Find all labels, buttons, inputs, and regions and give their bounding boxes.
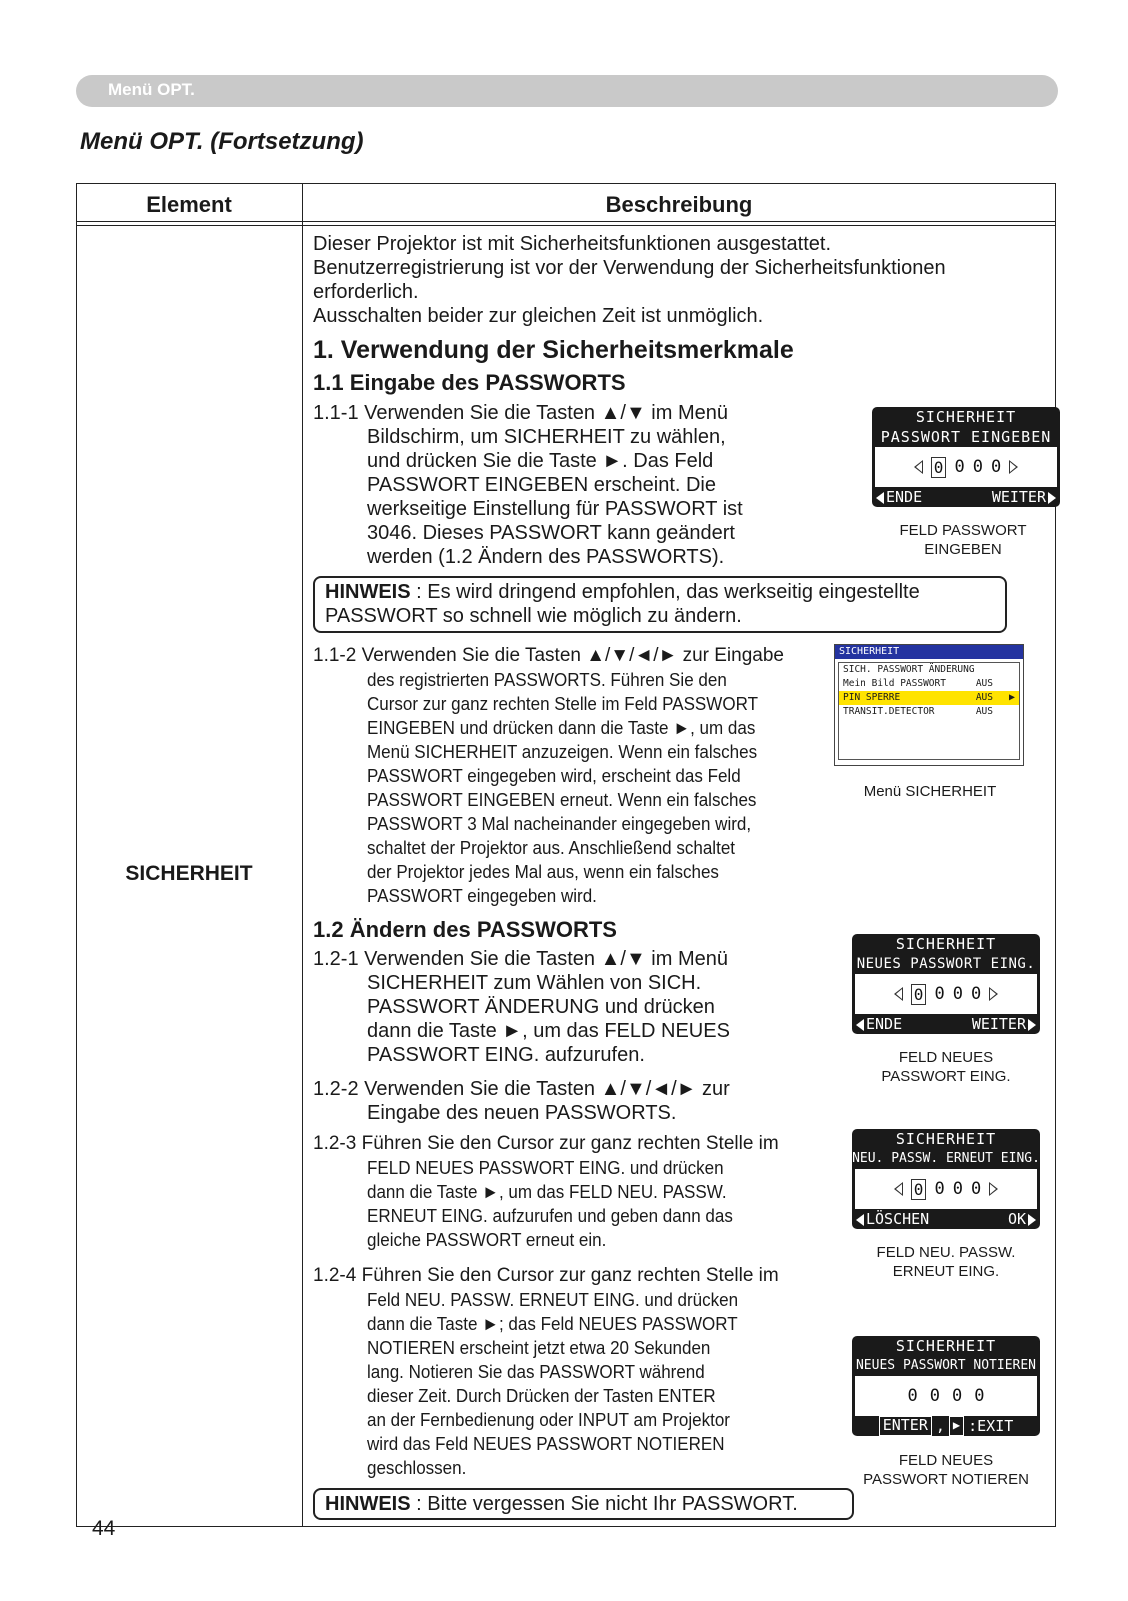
osd-subtitle: NEUES PASSWORT EING. xyxy=(856,956,1036,972)
column-header-description: Beschreibung xyxy=(605,192,753,217)
step-line: dann die Taste ►, um das FELD NEU. PASSW. xyxy=(367,1181,727,1202)
osd-digit: 0 xyxy=(954,457,965,477)
osd-title: SICHERHEIT xyxy=(895,1337,997,1355)
step-line: PASSWORT ÄNDERUNG und drücken xyxy=(367,996,715,1018)
element-name: SICHERHEIT xyxy=(125,862,253,885)
step-line: gleiche PASSWORT erneut ein. xyxy=(367,1229,607,1250)
intro-paragraph xyxy=(313,232,946,328)
osd-digit: 0 xyxy=(970,1179,982,1199)
step-1-2-4 xyxy=(313,1264,779,1288)
heading-security-features: 1. Verwendung der Sicherheitsmerkmale xyxy=(313,336,794,364)
osd-right-action: OK xyxy=(1008,1209,1036,1229)
step-1-2-2 xyxy=(313,1077,730,1125)
osd-digit: 0 xyxy=(907,1386,918,1406)
menu-item: Mein Bild PASSWORT AUS xyxy=(843,678,993,689)
osd-note-password: SICHERHEIT NEUES PASSWORT NOTIEREN 0 0 0 0 ENTER , ▶ :EXIT xyxy=(852,1336,1040,1436)
osd-digit: 0 xyxy=(952,1179,963,1199)
step-line: 1.2-4 Führen Sie den Cursor zur ganz rechten Stelle im xyxy=(313,1265,779,1286)
step-1-2-4-body xyxy=(367,1288,738,1480)
menu-item: SICH. PASSWORT ÄNDERUNG xyxy=(843,664,975,675)
arrow-right-icon xyxy=(1048,492,1056,504)
note-box: HINWEIS : Bitte vergessen Sie nicht Ihr PASSWORT. xyxy=(313,1488,854,1520)
heading-enter-password: 1.1 Eingabe des PASSWORTS xyxy=(313,370,626,395)
header-rule-double xyxy=(76,225,1056,226)
osd-title: SICHERHEIT xyxy=(895,935,997,953)
osd-left-action: LÖSCHEN xyxy=(856,1209,929,1229)
step-line: dieser Zeit. Durch Drücken der Tasten ENTER xyxy=(367,1385,716,1406)
intro-line: Benutzerregistrierung ist vor der Verwendung der Sicherheitsfunktionen xyxy=(313,257,946,279)
security-menu-title: SICHERHEIT xyxy=(835,645,1023,659)
heading-change-password: 1.2 Ändern des PASSWORTS xyxy=(313,917,617,942)
step-line: werden (1.2 Ändern des PASSWORTS). xyxy=(367,546,725,568)
intro-line: erforderlich. xyxy=(313,281,419,303)
osd-digit: 0 xyxy=(934,984,945,1004)
osd-caption: FELD NEUES PASSWORT NOTIEREN xyxy=(863,1452,1029,1488)
osd-digit: 0 xyxy=(931,457,947,478)
step-line: schaltet der Projektor aus. Anschließend schaltet xyxy=(367,837,736,858)
osd-digit: 0 xyxy=(929,1386,940,1406)
arrow-right-icon xyxy=(1028,1019,1036,1031)
step-line: PASSWORT EING. aufzurufen. xyxy=(367,1044,645,1066)
step-line: SICHERHEIT zum Wählen von SICH. xyxy=(367,972,702,994)
security-menu-caption: Menü SICHERHEIT xyxy=(863,783,997,800)
step-line: NOTIEREN erscheint jetzt etwa 20 Sekunden xyxy=(367,1337,711,1358)
intro-line: Ausschalten beider zur gleichen Zeit ist unmöglich. xyxy=(313,305,764,327)
intro-line: Dieser Projektor ist mit Sicherheitsfunktionen ausgestattet. xyxy=(313,233,832,255)
step-line: 1.2-1 Verwenden Sie die Tasten ▲/▼ im Menü xyxy=(313,948,728,970)
osd-digits xyxy=(855,974,1037,1014)
column-header-element: Element xyxy=(146,192,232,217)
step-1-1-2-body xyxy=(367,668,758,908)
header-rule xyxy=(76,221,1056,222)
security-menu xyxy=(834,644,1024,766)
osd-digit: 0 xyxy=(952,984,963,1004)
step-line: Eingabe des neuen PASSWORTS. xyxy=(367,1102,677,1124)
step-line: werkseitige Einstellung für PASSWORT ist xyxy=(367,498,743,520)
osd-caption: FELD NEU. PASSW. ERNEUT EING. xyxy=(876,1244,1016,1280)
osd-digit: 0 xyxy=(990,457,1002,477)
osd-left-action: ENDE xyxy=(856,1014,902,1034)
osd-digit: 0 xyxy=(952,1386,963,1406)
caret-left-icon xyxy=(894,987,903,1001)
step-line: 1.2-3 Führen Sie den Cursor zur ganz rechten Stelle im xyxy=(313,1133,779,1154)
step-line: des registrierten PASSWORTS. Führen Sie den xyxy=(367,669,727,690)
step-line: 1.2-2 Verwenden Sie die Tasten ▲/▼/◄/► zur xyxy=(313,1078,730,1100)
osd-digit: 0 xyxy=(934,1179,945,1199)
osd-title: SICHERHEIT xyxy=(895,1130,997,1148)
note-label: HINWEIS xyxy=(325,581,411,603)
osd-digit: 0 xyxy=(970,984,982,1004)
caret-left-icon xyxy=(894,1182,903,1196)
arrow-left-icon xyxy=(856,1214,864,1226)
step-line: dann die Taste ►, um das FELD NEUES xyxy=(367,1020,730,1042)
step-1-2-3-body xyxy=(367,1156,733,1252)
step-line: der Projektor jedes Mal aus, wenn ein falsches xyxy=(367,861,719,882)
step-line: PASSWORT EINGEBEN erscheint. Die xyxy=(367,474,716,496)
caret-right-icon xyxy=(1009,460,1018,474)
osd-right-action: WEITER xyxy=(972,1014,1036,1034)
osd-subtitle: PASSWORT EINGEBEN xyxy=(880,428,1052,446)
step-line: EINGEBEN und drücken dann die Taste ►, um das xyxy=(367,717,756,738)
osd-subtitle: NEUES PASSWORT NOTIEREN xyxy=(855,1358,1036,1373)
step-line: 1.1-1 Verwenden Sie die Tasten ▲/▼ im Menü xyxy=(313,402,728,424)
step-line: an der Fernbedienung oder INPUT am Projektor xyxy=(367,1409,730,1430)
osd-caption: FELD NEUES PASSWORT EING. xyxy=(881,1049,1011,1085)
osd-digit: 0 xyxy=(974,1386,985,1406)
caret-right-icon xyxy=(989,1182,998,1196)
note-label: HINWEIS xyxy=(325,1493,411,1515)
step-line: 1.1-2 Verwenden Sie die Tasten ▲/▼/◄/► zur Eingabe xyxy=(313,645,784,666)
page-number: 44 xyxy=(92,1517,116,1540)
selection-arrow-icon: ▶ xyxy=(1008,692,1015,703)
osd-title: SICHERHEIT xyxy=(915,408,1017,426)
step-line: PASSWORT EINGEBEN erneut. Wenn ein falsches xyxy=(367,789,757,810)
step-1-1-1 xyxy=(313,401,743,569)
note-box: HINWEIS : Es wird dringend empfohlen, das werkseitig eingestellte PASSWORT so schnell wie möglich zu ändern. xyxy=(313,576,1007,633)
osd-enter-password xyxy=(872,407,1060,507)
page-title: Menü OPT. (Fortsetzung) xyxy=(80,128,364,155)
step-line: 3046. Dieses PASSWORT kann geändert xyxy=(367,522,735,544)
osd-digits xyxy=(875,447,1057,487)
step-line: und drücken Sie die Taste ►. Das Feld xyxy=(367,450,714,472)
osd-left-action: ENDE xyxy=(876,487,922,507)
step-line: Menü SICHERHEIT anzuzeigen. Wenn ein falsches xyxy=(367,741,758,762)
arrow-right-icon xyxy=(1028,1214,1036,1226)
menu-item: TRANSIT.DETECTOR AUS xyxy=(843,706,993,717)
step-line: Bildschirm, um SICHERHEIT zu wählen, xyxy=(367,426,726,448)
menu-item-selected: PIN SPERRE AUS ▶ xyxy=(839,691,1019,705)
step-line: dann die Taste ►; das Feld NEUES PASSWORT xyxy=(367,1313,738,1334)
step-line: PASSWORT 3 Mal nacheinander eingegeben wird, xyxy=(367,813,752,834)
step-line: geschlossen. xyxy=(367,1457,467,1478)
arrow-left-icon xyxy=(876,492,884,504)
step-line: wird das Feld NEUES PASSWORT NOTIEREN xyxy=(367,1433,725,1454)
step-1-2-1 xyxy=(313,947,730,1067)
section-header-label: Menü OPT. xyxy=(108,80,195,99)
arrow-left-icon xyxy=(856,1019,864,1031)
step-line: PASSWORT eingegeben wird, erscheint das Feld xyxy=(367,765,741,786)
step-line: Feld NEU. PASSW. ERNEUT EING. und drücken xyxy=(367,1289,739,1310)
exit-label: :EXIT xyxy=(968,1417,1014,1435)
osd-subtitle: NEU. PASSW. ERNEUT EING. xyxy=(852,1151,1040,1166)
osd-digit: 0 xyxy=(972,457,983,477)
input-key-icon: ▶ xyxy=(949,1416,964,1436)
step-line: Cursor zur ganz rechten Stelle im Feld PASSWORT xyxy=(367,693,758,714)
osd-digit: 0 xyxy=(911,1179,927,1200)
step-line: ERNEUT EING. aufzurufen und geben dann das xyxy=(367,1205,733,1226)
osd-new-password xyxy=(852,934,1040,1034)
section-header-bar xyxy=(76,75,1058,107)
osd-reenter-password xyxy=(852,1129,1040,1229)
step-1-2-3 xyxy=(313,1132,779,1156)
step-line: PASSWORT eingegeben wird. xyxy=(367,885,597,906)
osd-digits xyxy=(855,1169,1037,1209)
column-divider xyxy=(302,183,303,1527)
caret-left-icon xyxy=(914,460,923,474)
osd-right-action: WEITER xyxy=(992,487,1056,507)
enter-key-icon: ENTER xyxy=(879,1416,932,1436)
step-line: FELD NEUES PASSWORT EING. und drücken xyxy=(367,1157,724,1178)
osd-digits xyxy=(855,1376,1037,1416)
step-line: lang. Notieren Sie das PASSWORT während xyxy=(367,1361,705,1382)
step-1-1-2 xyxy=(313,644,784,668)
osd-digit: 0 xyxy=(911,984,927,1005)
caret-right-icon xyxy=(989,987,998,1001)
osd-caption: FELD PASSWORT EINGEBEN xyxy=(899,522,1027,558)
